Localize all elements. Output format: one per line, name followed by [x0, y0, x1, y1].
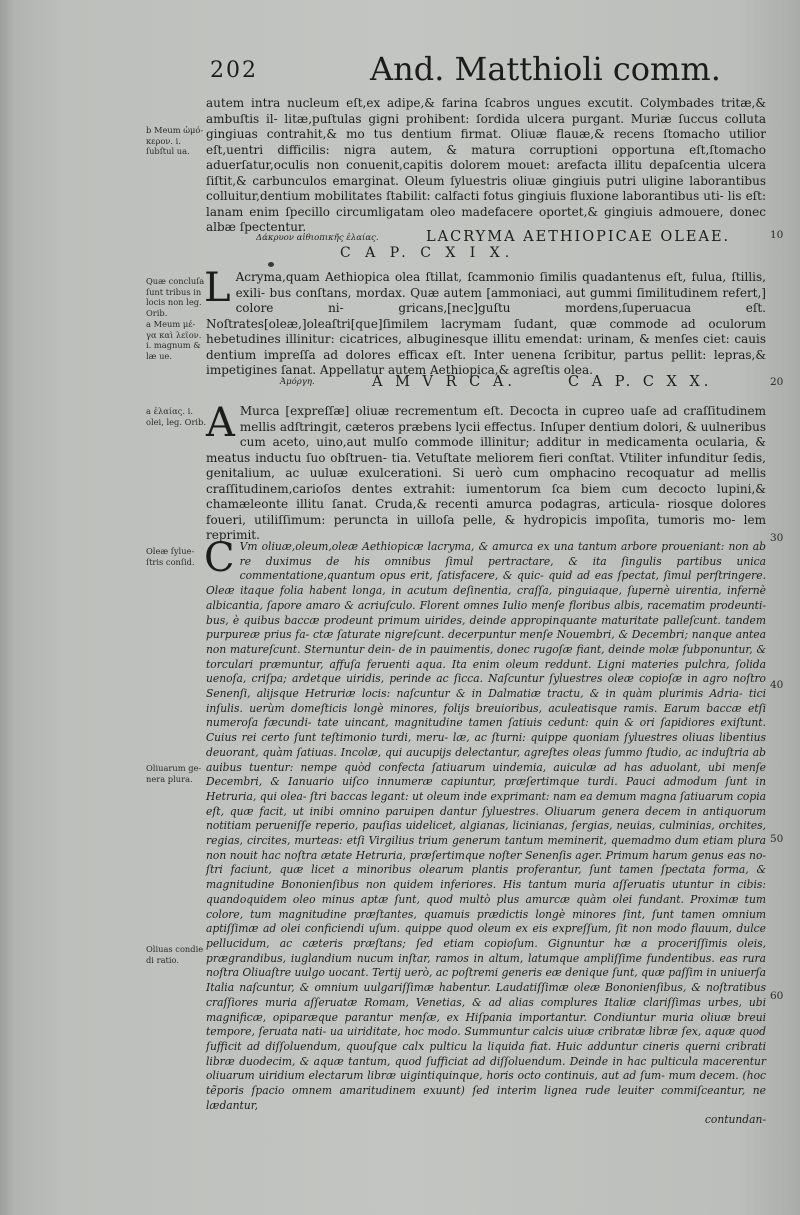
lacryma-drop-initial: L	[204, 265, 231, 311]
ink-spot	[268, 262, 274, 267]
margin-note-olive-kinds: Oliuarum ge- nera plura.	[146, 763, 202, 784]
commentary-paragraph	[204, 535, 766, 1128]
intro-text: autem intra nucleum eſt,ex adipe,& farina ſcabros ungues excutit. Colymbades tritæ,& ambuſtis il- litæ,puſtulas gigni prohibent: ſordida ulcera purgant. Muriæ ſuccus colluta gingiuas contrahit,& mo tus dentium firmat. Oliuæ flauæ,& recens ſtomacho utilior eſt,uentri difficilis: nigra autem, & matura corruptioni opportuna eſt,ſtomacho aduerſatur,oculis non conuenit,capitis dolorem mouet: arefacta illitu depaſcentia ulcera ſiſtit,& carbunculos emarginat. Oleum ſyluestris oliuæ gingiuis putri uligine laborantibus colluitur,dentium mobilitates ſtabilit: calfacti fotus gingiuis fluxione laborantibus uti- lis eſt: lanam enim ſpecillo circumligatam oleo madefacere oportet,& gingiuis admouere, donec albæ ſpectentur.	[206, 96, 766, 234]
margin-note-olei: a ἐλαίας. i. olei, leg. Orib.	[146, 406, 207, 427]
line-number-50: 50	[770, 833, 784, 845]
margin-note-concluded: Quæ concluſa ſunt tribus in locis non leg. Orib.	[146, 276, 205, 318]
line-number-20: 20	[770, 376, 784, 388]
chapter-119-title: LACRYMA AETHIOPICAE OLEAE.	[426, 229, 731, 245]
intro-paragraph	[206, 96, 766, 236]
line-number-10: 10	[770, 229, 784, 241]
amurca-text: Murca [expreſſæ] oliuæ recrementum eſt. Decocta in cupreo uaſe ad craſſitudinem mellis adſtringit, cæteros præbens lycii effectus. Inſuper dentium dolori, & uulneribus cum aceto, uino,aut mulſo commode illinitur; additur in medicamenta ocularia, & meatus inductu ſuo obſtruen- tia. Vetuſtate meliorem fieri conſtat. Vtiliter infunditur ſedis, genitalium, ac uuluæ exulcerationi. Si uerò cum omphacino recoquatur ad mellis craſſitudinem,carioſos dentes extrahit: iumentorum ſca biem cum decocto lupini,& chamæleonte illitu ſanat. Cruda,& recenti amurca podagras, articula- riosque dolores foueri, utiliſſimum: peruncta in uilloſa pelle, & hydropicis impoſita, tumoris mo- lem reprimit.	[206, 404, 766, 542]
line-number-60: 60	[770, 990, 784, 1002]
margin-note-meum-2: a Meum μέ- γα καὶ λεῖον. i. magnum & læ ue.	[146, 319, 202, 361]
running-head: And. Matthioli comm.	[370, 50, 721, 88]
catchword: contundan-	[704, 1113, 766, 1127]
amurca-paragraph	[206, 400, 766, 544]
page-number: 202	[210, 58, 258, 83]
commentary-text: Vm oliuæ,oleum,oleæ Aethiopicæ lacryma, & amurca ex una tantum arbore proueniant: non ab re duximus de his omnibus ſimul pertractare, & ita ſingulis partibus unica commentatione,quantum opus erit, ſatisfacere, & quic- quid ad eas ſpectat, ſimul perſtringere. Oleæ itaque folia habent longa, in acutum deſinentia, craſſa, pinguiaque, ſupernè uirentia, infernè albicantia, ſapore amaro & acriuſculo. Florent omnes Iulio menſe floribus albis, racematim prodeunti- bus, è quibus baccæ prodeunt primum uirides, deinde appropinquante maturitate palleſcunt. tandem purpureæ prius fa- ctæ ſaturate nigreſcunt. decerpuntur menſe Nouembri, & Decembri; nanque antea non matureſcunt. Sternuntur dein- de in pauimentis, donec rugoſæ fiant, deinde molæ ſubponuntur, & torculari præmuntur, affuſa feruenti aqua. Ita enim oleum reddunt. Ligni materies pulchra, ſolida uenoſa, criſpa; ardetque uiridis, perinde ac ſicca. Naſcuntur ſyluestres oleæ copioſæ in agro noſtro Senenſi, alijsque Hetruriæ locis: naſcuntur & in Dalmatiæ tractu, & in quàm plurimis Adria- tici inſulis. uerùm domeſticis longè minores, folijs breuioribus, aculeatisque ramis. Earum baccæ etſi numeroſa fæcundi- tate uincant, magnitudine tamen ſatiuis cedunt: quin & ori ſapidiores exiſtunt. Cuius rei certo ſunt teſtimonio turdi, meru- læ, ac ſturni: quippe quoniam ſyluestres oliuas libentius deuorant, quàm ſatiuas. Incolæ, qui aucupijs delectantur, agreſtes oleas ſummo ſtudio, ac induſtria ab auibus tuentur: nempe quòd confecta ſatiuarum uindemia, auiculæ ad has aduolant, ubi menſe Decembri, & Ianuario uiſco innumeræ capiuntur, præſertimque turdi. Pauci admodum ſunt in Hetruria, qui olea- ſtri baccas legant: ut oleum inde exprimant: nam ea demum magna ſatiuarum copia eſt, quæ facit, ut inibi omnino paruipen dantur ſyluestres. Oliuarum genera decem in antiquorum notitiam perueniſſe reperio, pauſias uidelicet, algianas, licinianas, ſergias, neuias, culminias, orchites, regias, circites, murteas: etſi Virgilius trium generum tantum meminerit, quemadmo dum etiam plura non nouit hac noſtra ætate Hetruria, præſertimque noſter Senenſis ager. Primum harum genus eas no- ſtri faciunt, quæ licet a minoribus olearum plantis proferantur, ſunt tamen ſpectata forma, & magnitudine Bononienſibus non quidem inferiores. His tantum muria aſſeruatis utuntur in cibis: quandoquidem oleo minus aptæ ſunt, quod multò plus amurcæ quàm olei fundant. Proximæ tum colore, tum magnitudine præſtantes, quamuis prædictis longè minores ſint, ſunt tamen omnium aptiſſimæ ad olei conficiendi uſum. quippe quod oleum ex eis expreſſum, ſit non modo flauum, dulce pellucidum, ac cæteris præſtans; ſed etiam copioſum. Gignuntur hæ a proceriſſimis oleis, prægrandibus, iuglandium nucum inſtar, ramos in altum, latumque ampliſſime fundentibus. eas rura noſtra Oliuaſtre uulgo uocant. Tertij uerò, ac poſtremi generis eæ denique ſunt, quæ paſſim in uniuerſa Italia naſcuntur, & omnium uulgariſſimæ habentur. Laudatiſſimæ oleæ Bononienſibus, & noſtratibus craſſiores muria aſſeruatæ Romam, Venetias, & ad alias complures Italiæ clariſſimas urbes, ubi magnificæ, opiparæque parantur menſæ, ex Hiſpania importantur. Condiuntur muria oliuæ breui tempore, ſeruata nati- ua uiriditate, hoc modo. Summuntur calcis uiuæ cribratæ libræ ſex, aquæ quod ſufficit ad diſſoluendum, quouſque calx pulticu la liquida fiat. Huic adduntur cineris querni cribrati libræ duodecim, & aquæ tantum, quod ſufficiat ad diſſoluendum. Deinde in hac pulticula macerentur oliuarum uiridium electarum libræ uigintiquinque, horis octo continuis, aut ad ſum- mum decem. (hoc tẽporis ſpacio omnem amaritudinem exuunt) ſed interim lignea rude leuiter commiſceantur, ne lædantur,	[206, 540, 766, 1112]
line-number-40: 40	[770, 679, 784, 691]
chapter-119-number: C A P. C X I X.	[340, 245, 515, 261]
page-header	[210, 50, 770, 96]
amurca-drop-initial: A	[206, 400, 235, 446]
lacryma-paragraph	[204, 265, 766, 379]
line-number-30: 30	[770, 532, 784, 544]
margin-note-olive-curing: Oliuas condie di ratio.	[146, 944, 204, 965]
margin-note-wild-olive: Oleæ ſylue- ſtris conſid.	[146, 546, 195, 567]
chapter-119-greek-title: Δάκρυον αἰθιοπικῆς ἐλαίας.	[256, 233, 379, 243]
lacryma-text: Acryma,quam Aethiopica olea ſtillat, ſcammonio ſimilis quadantenus eſt, fulua, ſtillis, exili- bus conſtans, mordax. Quæ autem [ammoniaci, aut gummi ſimilitudinem refert,] colore ni- gricans,[nec]guſtu mordens,ſuperuacua eſt. Noſtrates[oleæ,]oleaſtri[que]ſimilem lacrymam ſudant, quæ commode ad oculorum hebetudines illinitur: cicatrices, albuginesque illitu emendat: urinam, & menſes ciet: cauis dentium impreſſa ad dolores efficax eſt. Inter uenena ſcribitur, partus pellit: lepras,& impetigines ſanat. Appellatur autem Aethiopica,& agreſtis olea.	[206, 270, 766, 377]
chapter-120-number: C A P. C X X.	[568, 374, 713, 390]
chapter-120-title: A M V R C A.	[372, 374, 516, 390]
margin-note-meum-1: b Meum ὠμό- κερον. i. ſubſtul ua.	[146, 125, 204, 156]
chapter-120-heading	[206, 374, 766, 392]
chapter-120-greek-title: Ἀμόργη.	[280, 377, 315, 387]
commentary-drop-initial: C	[204, 535, 235, 581]
page-gutter-shadow	[0, 0, 16, 1215]
chapter-119-heading	[206, 229, 766, 265]
